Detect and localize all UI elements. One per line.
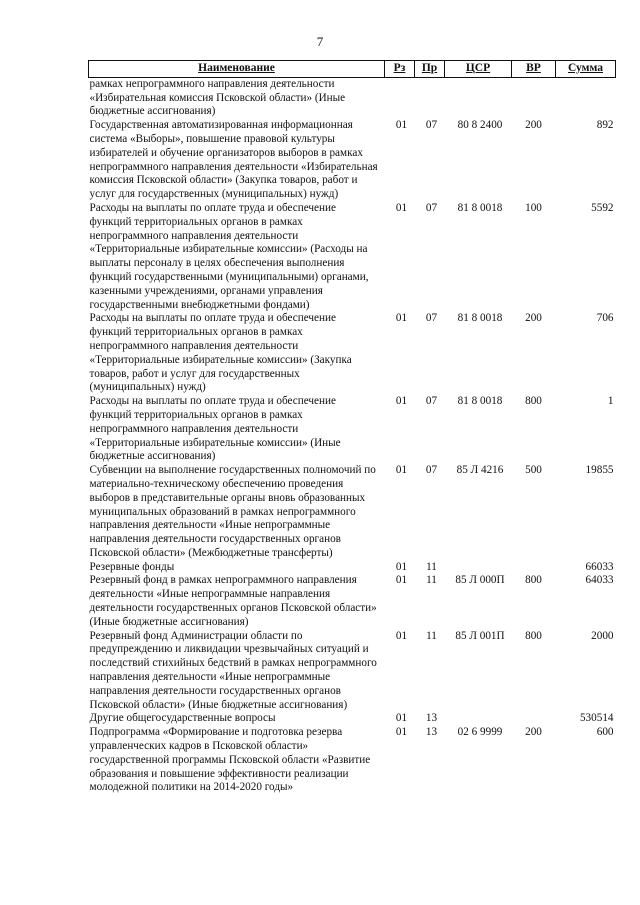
cell-vr: [512, 712, 556, 726]
table-row: [89, 574, 616, 629]
cell-pr: 07: [425, 119, 438, 132]
table-row: [89, 395, 616, 464]
cell-rz: 01: [395, 201, 408, 214]
cell-rz: 01: [395, 464, 408, 477]
cell-vr: 800: [525, 395, 542, 408]
cell-vr: 500: [525, 464, 542, 477]
cell-rz: 01: [395, 560, 408, 573]
cell-csr: [445, 561, 512, 575]
cell-sum: 66033: [585, 560, 614, 573]
table-row: [89, 77, 616, 119]
cell-csr: 85 Л 001П: [455, 629, 505, 642]
cell-csr: 85 Л 4216: [456, 464, 504, 477]
cell-vr: [512, 561, 556, 575]
cell-sum: 1: [607, 395, 614, 408]
cell-pr: 11: [426, 560, 437, 573]
cell-rz: [385, 77, 415, 119]
header-csr: ЦСР: [445, 61, 512, 78]
cell-name: Резервный фонд Администрации области по предупреждению и ликвидации чрезвычайных ситуаций и последствий стихийных бедствий в рамках непрограммного направления деятельности «Иные непрограммные направления деятельности государственных органов Псковской области» (Иные бюджетные ассигнования): [89, 629, 377, 711]
cell-sum: 892: [596, 119, 614, 132]
cell-pr: 07: [425, 464, 438, 477]
header-vr: ВР: [512, 61, 556, 78]
cell-csr: 81 8 0018: [457, 312, 503, 325]
cell-name: Подпрограмма «Формирование и подготовка резерва управленческих кадров в Псковской области» государственной программы Псковской области «Развитие образования и повышение эффективности реализации молодежной политики на 2014-2020 годы»: [89, 726, 371, 794]
cell-vr: 800: [525, 629, 542, 642]
cell-csr: 81 8 0018: [457, 395, 503, 408]
header-sum: Сумма: [556, 61, 616, 78]
cell-csr: [445, 77, 512, 119]
table-row: [89, 561, 616, 575]
table-row: [89, 464, 616, 561]
cell-rz: 01: [395, 726, 408, 739]
header-rz: Рз: [385, 61, 415, 78]
cell-sum: 64033: [585, 574, 614, 587]
cell-rz: 01: [395, 574, 408, 587]
cell-name: Государственная автоматизированная информационная система «Выборы», повышение правовой культуры избирателей и обучение организаторов выборов в рамках непрограммного направления деятельности «Избирательная комиссия Псковской области» (Закупка товаров, работ и услуг для государственных (муниципальных) нужд): [89, 119, 378, 201]
cell-sum: 19855: [585, 464, 614, 477]
table-row: [89, 726, 616, 795]
cell-rz: 01: [395, 712, 408, 725]
cell-name: Субвенции на выполнение государственных полномочий по материально-техническому обеспечению проведения выборов в представительные органы вновь образованных муниципальных образований в рамках непрограммного направления деятельности «Иные непрограммные направления деятельности государственных органов Псковской области» (Межбюджетные трансферты): [89, 464, 376, 559]
page-number: 7: [316, 34, 324, 49]
cell-vr: 200: [525, 726, 542, 739]
cell-name: Расходы на выплаты по оплате труда и обеспечение функций территориальных органов в рамках непрограммного направления деятельности «Территориальные избирательные комиссии» (Закупка товаров, работ и услуг для государственных (муниципальных) нужд): [89, 312, 352, 394]
cell-sum: 5592: [591, 201, 614, 214]
cell-vr: [512, 77, 556, 119]
cell-vr: 800: [525, 574, 542, 587]
cell-name: Расходы на выплаты по оплате труда и обеспечение функций территориальных органов в рамках непрограммного направления деятельности «Территориальные избирательные комиссии» (Иные бюджетные ассигнования): [89, 395, 341, 463]
cell-pr: 11: [426, 574, 437, 587]
header-name: Наименование: [89, 61, 385, 78]
table-row: [89, 119, 616, 202]
cell-sum: 600: [596, 726, 614, 739]
cell-vr: 200: [525, 119, 542, 132]
cell-csr: 02 6 9999: [457, 726, 503, 739]
cell-sum: 530514: [579, 712, 614, 725]
cell-sum: 706: [596, 312, 614, 325]
table-header-row: [89, 61, 616, 78]
table-row: [89, 712, 616, 726]
cell-name: Другие общегосударственные вопросы: [89, 712, 276, 725]
cell-sum: 2000: [591, 629, 614, 642]
cell-name: рамках непрограммного направления деятельности «Избирательная комиссия Псковской области» (Иные бюджетные ассигнования): [89, 77, 346, 118]
cell-vr: 200: [525, 312, 542, 325]
cell-csr: 85 Л 000П: [455, 574, 505, 587]
cell-pr: 07: [425, 395, 438, 408]
cell-name: Расходы на выплаты по оплате труда и обеспечение функций территориальных органов в рамках непрограммного направления деятельности «Территориальные избирательные комиссии» (Расходы на выплаты персоналу в целях обеспечения выполнения функций государственными (муниципальными) органами, казенными учреждениями, органами управления государственными внебюджетными фондами): [89, 201, 369, 311]
cell-pr: 07: [425, 312, 438, 325]
cell-rz: 01: [395, 629, 408, 642]
cell-pr: 07: [425, 201, 438, 214]
cell-pr: 13: [425, 726, 438, 739]
header-pr: Пр: [415, 61, 445, 78]
cell-pr: [415, 77, 445, 119]
cell-vr: 100: [525, 201, 542, 214]
cell-csr: 80 8 2400: [457, 119, 503, 132]
cell-rz: 01: [395, 395, 408, 408]
cell-csr: [445, 712, 512, 726]
table-row: [89, 630, 616, 713]
cell-rz: 01: [395, 119, 408, 132]
table-row: [89, 202, 616, 312]
cell-name: Резервные фонды: [89, 560, 175, 573]
cell-rz: 01: [395, 312, 408, 325]
budget-table: [88, 60, 616, 795]
cell-pr: 11: [426, 629, 437, 642]
cell-sum: [556, 77, 616, 119]
table-row: [89, 312, 616, 395]
cell-csr: 81 8 0018: [457, 201, 503, 214]
cell-pr: 13: [425, 712, 438, 725]
cell-name: Резервный фонд в рамках непрограммного направления деятельности «Иные непрограммные направления деятельности государственных органов Псковской области» (Иные бюджетные ассигнования): [89, 574, 377, 628]
